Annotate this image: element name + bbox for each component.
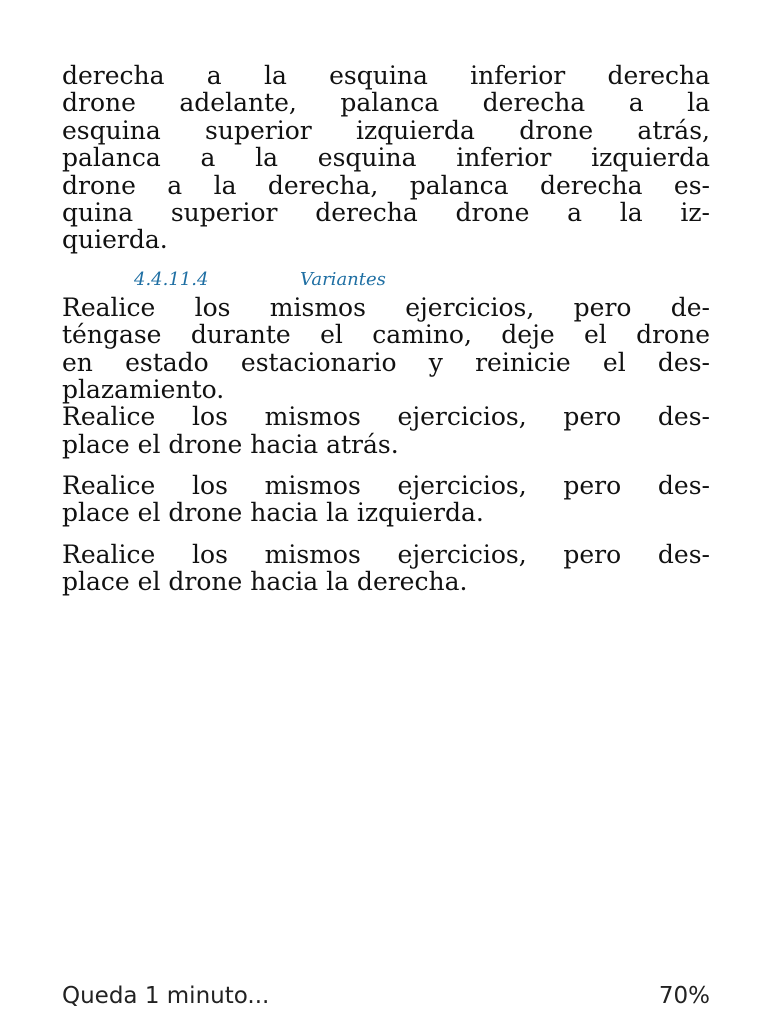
progress-percent: 70%	[658, 983, 710, 1009]
text-line: place el drone hacia la derecha.	[62, 567, 468, 597]
text-line: drone adelante, palanca derecha a la	[62, 88, 710, 118]
text-line: téngase durante el camino, deje el drone	[62, 320, 710, 350]
text-line: Realice los mismos ejercicios, pero des-	[62, 471, 710, 501]
text-line: plazamiento.	[62, 374, 225, 404]
paragraph-3	[62, 472, 710, 527]
paragraph-1	[62, 294, 710, 404]
text-line: Realice los mismos ejercicios, pero des-	[62, 402, 710, 432]
text-line: derecha a la esquina inferior derecha	[62, 61, 710, 90]
text-line: place el drone hacia la izquierda.	[62, 498, 484, 528]
paragraph-4	[62, 541, 710, 596]
paragraph-spacer	[62, 458, 710, 472]
time-left-label: Queda 1 minuto...	[62, 983, 270, 1009]
section-number: 4.4.11.4	[134, 268, 209, 290]
text-line: quierda.	[62, 225, 168, 255]
page-content	[62, 62, 710, 596]
text-line: place el drone hacia atrás.	[62, 429, 399, 459]
text-line: Realice los mismos ejercicios, pero des-	[62, 539, 710, 569]
text-line: quina superior derecha drone a la iz-	[62, 197, 710, 227]
section-title: Variantes	[300, 268, 386, 290]
intro-paragraph	[62, 62, 710, 254]
text-line: drone a la derecha, palanca derecha es-	[62, 170, 710, 200]
text-line: esquina superior izquierda drone atrás,	[62, 115, 710, 145]
reading-footer	[62, 980, 710, 1012]
section-heading	[62, 268, 710, 292]
text-line: palanca a la esquina inferior izquierda	[62, 143, 710, 173]
text-line: Realice los mismos ejercicios, pero de-	[62, 292, 710, 322]
paragraph-2	[62, 403, 710, 458]
text-line: en estado estacionario y reinicie el des-	[62, 347, 710, 377]
paragraph-spacer	[62, 527, 710, 541]
